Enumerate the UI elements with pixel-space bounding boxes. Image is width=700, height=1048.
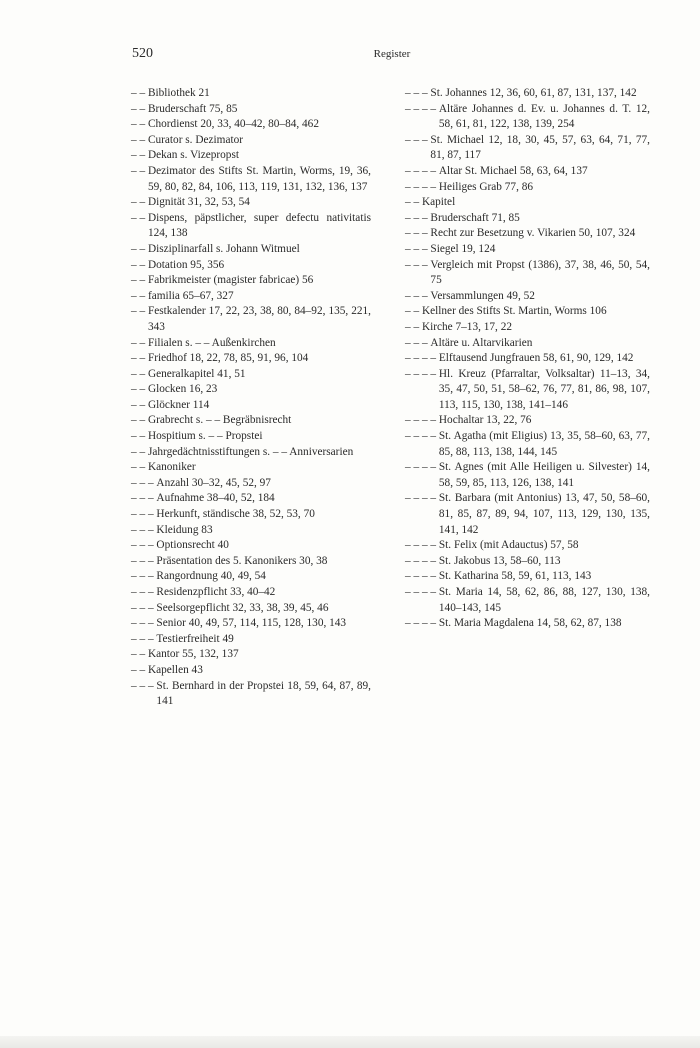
- index-entry: [131, 195, 371, 211]
- index-entry: [405, 616, 650, 632]
- page-header: [132, 46, 652, 66]
- entry-dash: – – – –: [405, 367, 439, 380]
- entry-dash: – – –: [131, 554, 157, 567]
- entry-text: St. Agnes (mit Alle Heiligen u. Silvester) 14, 58, 59, 85, 113, 126, 138, 141: [438, 461, 650, 489]
- index-entry: [405, 242, 650, 258]
- entry-text: Rangordnung 40, 49, 54: [156, 570, 266, 583]
- entry-text: Kanoniker: [147, 461, 196, 474]
- entry-text: Kleidung 83: [156, 523, 213, 536]
- entry-text: St. Bernhard in der Propstei 18, 59, 64, 87, 89, 141: [156, 679, 371, 708]
- entry-text: Heiliges Grab 77, 86: [438, 180, 534, 193]
- index-column-left: [131, 86, 371, 710]
- entry-text: St. Maria Magdalena 14, 58, 62, 87, 138: [438, 617, 622, 630]
- index-entry: [405, 569, 650, 585]
- entry-dash: – –: [131, 445, 148, 458]
- entry-dash: – – –: [131, 586, 157, 598]
- entry-text: Hl. Kreuz (Pfarraltar, Volksaltar) 11–13, 34, 35, 47, 50, 51, 58–62, 76, 77, 81, 86, 98, 107, 113, 115, 130, 138, 141–146: [438, 367, 650, 411]
- entry-text: St. Johannes 12, 36, 60, 61, 87, 131, 137, 142: [430, 87, 637, 99]
- entry-text: Dekan s. Vizepropst: [147, 149, 239, 162]
- entry-text: Anzahl 30–32, 45, 52, 97: [156, 476, 271, 489]
- entry-dash: – –: [405, 320, 422, 333]
- entry-text: Festkalender 17, 22, 23, 38, 80, 84–92, 135, 221, 343: [147, 305, 371, 333]
- entry-text: St. Felix (mit Adauctus) 57, 58: [438, 539, 579, 552]
- entry-dash: – –: [131, 133, 148, 146]
- entry-dash: – –: [131, 289, 148, 302]
- entry-dash: – – – –: [405, 430, 439, 443]
- entry-dash: – –: [131, 398, 148, 411]
- index-entry: [131, 445, 371, 461]
- index-entry: [131, 647, 371, 663]
- index-entry: [131, 632, 371, 648]
- entry-dash: – – –: [131, 476, 157, 489]
- entry-text: Altar St. Michael 58, 63, 64, 137: [438, 164, 588, 177]
- entry-text: Siegel 19, 124: [430, 242, 496, 255]
- entry-dash: – –: [131, 305, 148, 318]
- entry-dash: – – –: [405, 133, 431, 146]
- index-entry: [131, 663, 371, 679]
- entry-dash: – – – –: [405, 539, 439, 552]
- index-entry: [131, 601, 371, 617]
- index-entry: [405, 367, 650, 414]
- index-entry: [131, 242, 371, 258]
- entry-dash: – –: [131, 336, 148, 349]
- entry-dash: – –: [131, 149, 148, 162]
- index-entry: [405, 211, 650, 227]
- index-entry: [131, 367, 371, 383]
- entry-text: Dezimator des Stifts St. Martin, Worms, 19, 36, 59, 80, 82, 84, 106, 113, 119, 131, 132, 136, 137: [147, 164, 371, 193]
- entry-dash: – –: [131, 352, 148, 365]
- index-entry: [405, 413, 650, 429]
- index-entry: [131, 413, 371, 429]
- entry-text: Jahrgedächtnisstiftungen s. – – Anniversarien: [147, 445, 354, 458]
- entry-text: Bibliothek 21: [147, 87, 210, 99]
- entry-dash: – – – –: [405, 586, 439, 598]
- entry-dash: – –: [131, 383, 148, 396]
- entry-dash: – –: [131, 196, 148, 209]
- index-entry: [131, 569, 371, 585]
- index-entry: [131, 289, 371, 305]
- index-entry: [405, 320, 650, 336]
- entry-dash: – – –: [405, 211, 431, 224]
- index-entry: [131, 382, 371, 398]
- index-entry: [131, 538, 371, 554]
- entry-dash: – – –: [131, 570, 157, 583]
- index-entry: [405, 351, 650, 367]
- entry-dash: – –: [131, 430, 148, 443]
- index-entry: [131, 117, 371, 133]
- index-entry: [131, 616, 371, 632]
- index-entry: [405, 429, 650, 460]
- index-entry: [131, 460, 371, 476]
- entry-dash: – –: [131, 461, 148, 474]
- entry-dash: – –: [131, 414, 148, 427]
- entry-dash: – –: [131, 242, 148, 255]
- entry-text: St. Agatha (mit Eligius) 13, 35, 58–60, 63, 77, 85, 88, 113, 138, 144, 145: [438, 430, 650, 458]
- entry-dash: – – –: [405, 258, 431, 271]
- entry-text: Dispens, päpstlicher, super defectu nativitatis 124, 138: [147, 211, 371, 240]
- entry-dash: – –: [131, 258, 148, 271]
- index-entry: [405, 538, 650, 554]
- index-entry: [131, 273, 371, 289]
- index-entry: [131, 148, 371, 164]
- entry-text: familia 65–67, 327: [147, 289, 234, 302]
- entry-text: Optionsrecht 40: [156, 539, 229, 552]
- index-entry: [131, 585, 371, 601]
- entry-dash: – – –: [131, 617, 157, 630]
- index-entry: [405, 180, 650, 196]
- index-entry: [405, 304, 650, 320]
- entry-text: Hospitium s. – – Propstei: [147, 430, 263, 443]
- entry-dash: – –: [131, 274, 148, 287]
- entry-dash: – – – –: [405, 414, 439, 427]
- entry-dash: – –: [131, 367, 148, 380]
- index-entry: [131, 476, 371, 492]
- entry-text: Hochaltar 13, 22, 76: [438, 414, 532, 427]
- entry-text: Residenzpflicht 33, 40–42: [156, 586, 276, 598]
- index-entry: [131, 336, 371, 352]
- entry-text: Generalkapitel 41, 51: [147, 367, 246, 380]
- page-number: 520: [132, 46, 153, 61]
- entry-text: Elftausend Jungfrauen 58, 61, 90, 129, 142: [438, 352, 634, 365]
- index-column-right: [405, 86, 650, 632]
- entry-dash: – – – –: [405, 492, 439, 505]
- entry-dash: – – –: [131, 523, 157, 536]
- index-entry: [131, 133, 371, 149]
- entry-dash: – –: [131, 648, 148, 661]
- entry-text: Grabrecht s. – – Begräbnisrecht: [147, 414, 292, 427]
- index-entry: [131, 507, 371, 523]
- entry-dash: – –: [131, 118, 148, 131]
- index-entry: [131, 304, 371, 335]
- entry-text: St. Michael 12, 18, 30, 45, 57, 63, 64, 71, 77, 81, 87, 117: [430, 133, 650, 162]
- index-entry: [405, 554, 650, 570]
- entry-text: Kapitel: [421, 196, 456, 209]
- index-entry: [131, 258, 371, 274]
- entry-dash: – – – –: [405, 617, 439, 630]
- entry-dash: – –: [131, 102, 148, 115]
- entry-text: St. Maria 14, 58, 62, 86, 88, 127, 130, 138, 140–143, 145: [438, 586, 650, 614]
- entry-dash: – –: [131, 87, 148, 99]
- entry-text: Dotation 95, 356: [147, 258, 225, 271]
- index-entry: [131, 398, 371, 414]
- entry-text: St. Barbara (mit Antonius) 13, 47, 50, 58–60, 81, 85, 87, 89, 94, 107, 113, 129, 130, 135, 141, 142: [438, 492, 650, 536]
- entry-text: Fabrikmeister (magister fabricae) 56: [147, 274, 314, 287]
- index-entry: [131, 491, 371, 507]
- entry-text: St. Jakobus 13, 58–60, 113: [438, 554, 561, 567]
- entry-dash: – – –: [131, 492, 157, 505]
- index-entry: [131, 164, 371, 195]
- index-entry: [405, 102, 650, 133]
- entry-dash: – – –: [131, 679, 157, 692]
- index-entry: [405, 86, 650, 102]
- entry-text: Chordienst 20, 33, 40–42, 80–84, 462: [147, 118, 319, 131]
- entry-text: Senior 40, 49, 57, 114, 115, 128, 130, 143: [156, 617, 347, 630]
- entry-dash: – – –: [405, 289, 431, 302]
- entry-dash: – – – –: [405, 570, 439, 583]
- entry-text: Filialen s. – – Außenkirchen: [147, 336, 276, 349]
- entry-dash: – –: [131, 211, 148, 224]
- entry-dash: – – – –: [405, 102, 439, 115]
- entry-dash: – –: [405, 196, 422, 209]
- index-entry: [131, 429, 371, 445]
- index-entry: [405, 336, 650, 352]
- entry-text: St. Katharina 58, 59, 61, 113, 143: [438, 570, 592, 583]
- entry-text: Glocken 16, 23: [147, 383, 218, 396]
- entry-text: Friedhof 18, 22, 78, 85, 91, 96, 104: [147, 352, 309, 365]
- index-entry: [405, 585, 650, 616]
- entry-dash: – – – –: [405, 554, 439, 567]
- entry-text: Kirche 7–13, 17, 22: [421, 320, 512, 333]
- index-entry: [131, 554, 371, 570]
- entry-dash: – – – –: [405, 164, 439, 177]
- entry-dash: – – –: [405, 227, 431, 240]
- index-entry: [131, 523, 371, 539]
- entry-text: Recht zur Besetzung v. Vikarien 50, 107, 324: [430, 227, 636, 240]
- entry-text: Seelsorgepflicht 32, 33, 38, 39, 45, 46: [156, 601, 329, 614]
- entry-text: Bruderschaft 75, 85: [147, 102, 238, 115]
- index-entry: [405, 491, 650, 538]
- entry-dash: – – –: [131, 508, 157, 521]
- entry-text: Disziplinarfall s. Johann Witmuel: [147, 242, 300, 255]
- entry-text: Dignität 31, 32, 53, 54: [147, 196, 250, 209]
- entry-text: Altäre Johannes d. Ev. u. Johannes d. T. 12, 58, 61, 81, 122, 138, 139, 254: [438, 102, 650, 131]
- index-entry: [405, 133, 650, 164]
- entry-text: Vergleich mit Propst (1386), 37, 38, 46, 50, 54, 75: [430, 258, 650, 287]
- entry-dash: – – –: [405, 87, 431, 99]
- page-bottom-edge: [0, 1036, 700, 1048]
- entry-text: Versammlungen 49, 52: [430, 289, 535, 302]
- entry-dash: – – –: [405, 242, 431, 255]
- index-entry: [405, 164, 650, 180]
- entry-text: Glöckner 114: [147, 398, 210, 411]
- entry-text: Präsentation des 5. Kanonikers 30, 38: [156, 554, 328, 567]
- entry-text: Altäre u. Altarvikarien: [430, 336, 533, 349]
- entry-text: Curator s. Dezimator: [147, 133, 244, 146]
- index-entry: [405, 258, 650, 289]
- index-entry: [131, 679, 371, 710]
- entry-dash: – – –: [131, 601, 157, 614]
- entry-dash: – –: [131, 164, 148, 177]
- entry-dash: – – – –: [405, 461, 439, 474]
- index-entry: [131, 211, 371, 242]
- entry-text: Testierfreiheit 49: [156, 632, 234, 645]
- entry-dash: – –: [405, 305, 422, 318]
- running-head: Register: [373, 48, 411, 60]
- entry-text: Bruderschaft 71, 85: [430, 211, 520, 224]
- entry-dash: – – – –: [405, 180, 439, 193]
- entry-text: Kantor 55, 132, 137: [147, 648, 239, 661]
- entry-text: Herkunft, ständische 38, 52, 53, 70: [156, 508, 315, 521]
- entry-text: Aufnahme 38–40, 52, 184: [156, 492, 275, 505]
- index-entry: [405, 289, 650, 305]
- entry-dash: – – –: [131, 539, 157, 552]
- entry-text: Kapellen 43: [147, 663, 203, 676]
- index-entry: [405, 460, 650, 491]
- entry-text: Kellner des Stifts St. Martin, Worms 106: [421, 305, 607, 318]
- entry-dash: – – – –: [405, 352, 439, 365]
- entry-dash: – – –: [405, 336, 431, 349]
- index-entry: [405, 195, 650, 211]
- index-entry: [405, 226, 650, 242]
- entry-dash: – – –: [131, 632, 157, 645]
- entry-dash: – –: [131, 663, 148, 676]
- index-entry: [131, 86, 371, 102]
- index-entry: [131, 351, 371, 367]
- index-entry: [131, 102, 371, 118]
